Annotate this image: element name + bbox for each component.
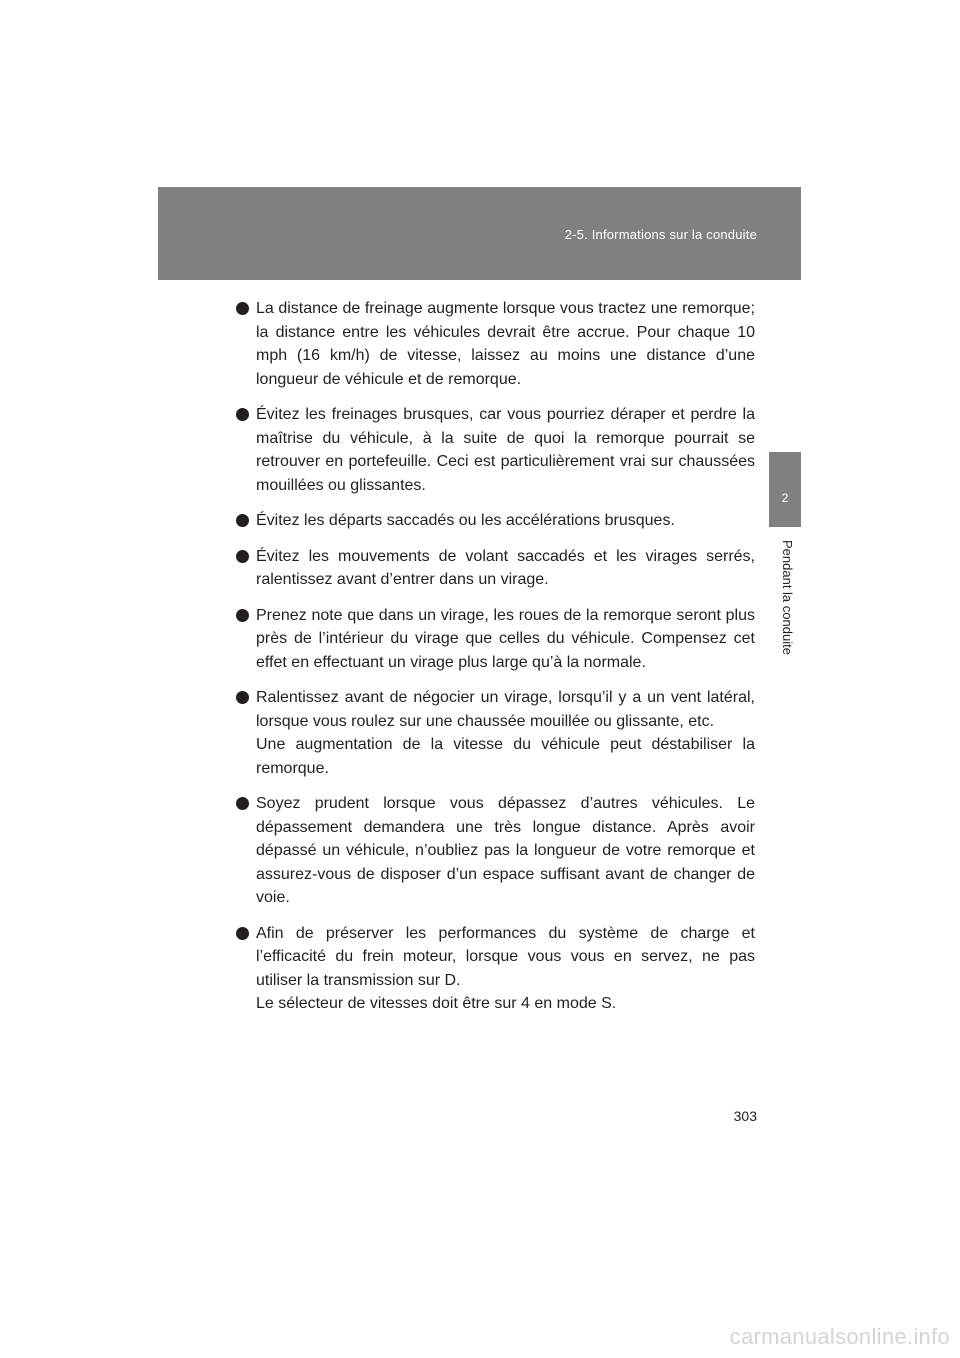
- bullet-item: [236, 297, 755, 391]
- bullet-dot-icon: [236, 408, 249, 421]
- section-title: 2-5. Informations sur la conduite: [564, 227, 757, 242]
- bullet-text: Ralentissez avant de négocier un virage, lorsqu’il y a un vent latéral, lorsque vous roulez sur une chaussée mouillée ou glissante, etc.: [256, 689, 755, 730]
- bullet-text: Le sélecteur de vitesses doit être sur 4 en mode S.: [256, 995, 617, 1012]
- bullet-dot-icon: [236, 691, 249, 704]
- bullet-dot-icon: [236, 797, 249, 810]
- bullet-dot-icon: [236, 302, 249, 315]
- bullet-text: Afin de préserver les performances du système de charge et l’efficacité du frein moteur, lorsque vous vous en servez, ne pas utiliser la transmission sur D.: [256, 924, 755, 989]
- chapter-number: 2: [781, 491, 789, 505]
- bullet-dot-icon: [236, 550, 249, 563]
- bullet-text: Évitez les freinages brusques, car vous pourriez déraper et perdre la maîtrise du véhicule, à la suite de quoi la remorque pourrait se retrouver en portefeuille. Ceci est particulièrement vrai sur chaussées mouillées ou glissantes.: [256, 406, 755, 494]
- bullet-text: Évitez les mouvements de volant saccadés et les virages serrés, ralentissez avant d’entrer dans un virage.: [256, 547, 755, 588]
- bullet-item: [236, 922, 755, 1016]
- bullet-item: [236, 545, 755, 592]
- chapter-tab: [769, 452, 801, 527]
- bullet-dot-icon: [236, 609, 249, 622]
- header-band: [158, 187, 801, 280]
- bullet-item: [236, 686, 755, 780]
- bullet-text: Une augmentation de la vitesse du véhicule peut déstabiliser la remorque.: [256, 736, 755, 777]
- bullet-item: [236, 604, 755, 675]
- page-number: 303: [733, 1108, 757, 1124]
- bullet-text: Soyez prudent lorsque vous dépassez d’autres véhicules. Le dépassement demandera une très longue distance. Après avoir dépassé un véhicule, n’oubliez pas la longueur de votre remorque et assurez-vous de disposer d’un espace suffisant avant de changer de voie.: [256, 795, 755, 906]
- bullet-item: [236, 509, 755, 533]
- bullet-list: [236, 297, 755, 1028]
- bullet-dot-icon: [236, 514, 249, 527]
- watermark: carmanualsonline.info: [729, 1324, 950, 1349]
- bullet-text: Évitez les départs saccadés ou les accélérations brusques.: [256, 512, 675, 529]
- bullet-item: [236, 403, 755, 497]
- bullet-dot-icon: [236, 927, 249, 940]
- chapter-label: Pendant la conduite: [780, 540, 795, 655]
- bullet-text: La distance de freinage augmente lorsque vous tractez une remorque; la distance entre les véhicules devrait être accrue. Pour chaque 10 mph (16 km/h) de vitesse, laissez au moins une distance d’une longueur de véhicule et de remorque.: [256, 300, 755, 388]
- bullet-text: Prenez note que dans un virage, les roues de la remorque seront plus près de l’intérieur du virage que celles du véhicule. Compensez cet effet en effectuant un virage plus large qu’à la normale.: [256, 606, 755, 671]
- bullet-item: [236, 792, 755, 910]
